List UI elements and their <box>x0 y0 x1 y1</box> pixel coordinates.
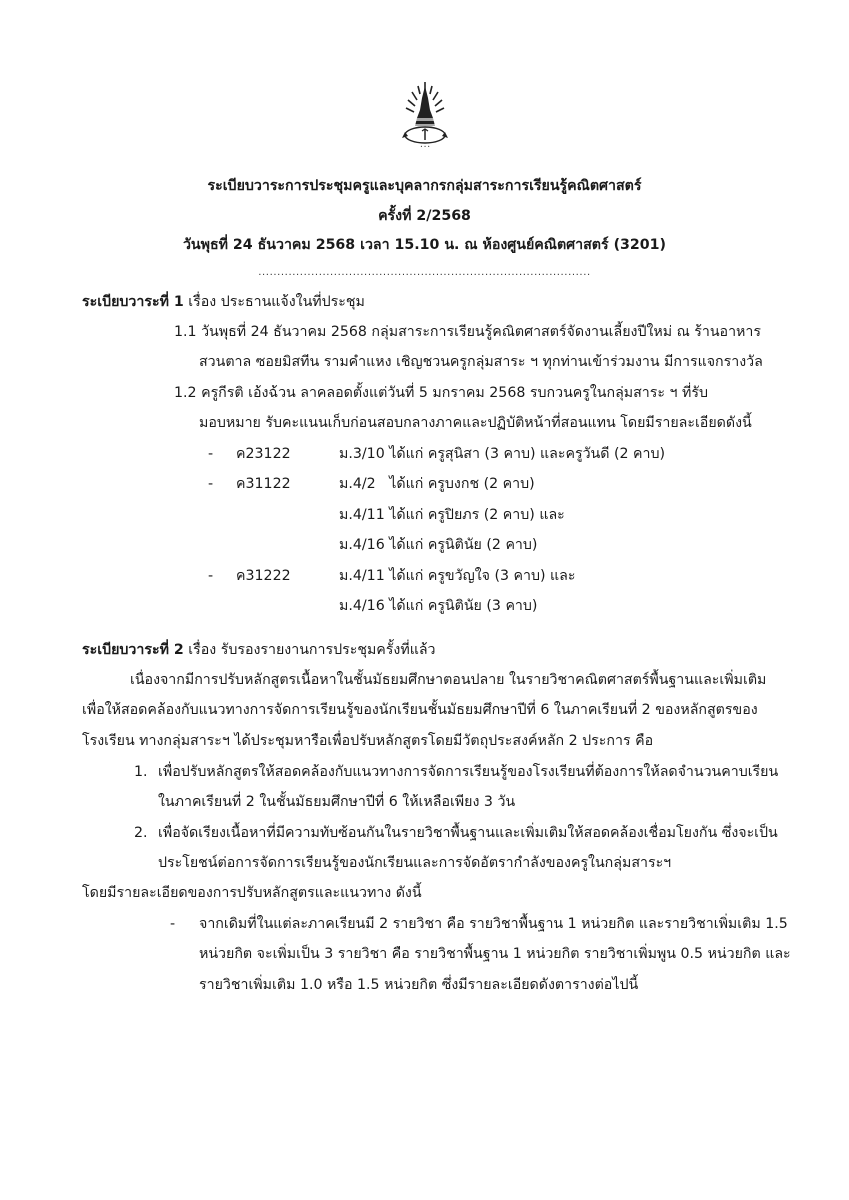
item-1-1-line1: 1.1 วันพุธที่ 24 ธันวาคม 2568 กลุ่มสาระการเรียนรู้คณิตศาสตร์จัดงานเลี้ยงปีใหม่ ณ ร้านอาหาร <box>174 324 761 340</box>
course-code: ค31222 <box>236 568 291 584</box>
agenda2-heading <box>82 640 436 660</box>
assignment-detail: ม.3/10 ได้แก่ ครูสุนิสา (3 คาบ) และครูวันดี (2 คาบ) <box>339 446 666 462</box>
item-1-2-line1: 1.2 ครูกีรติ เอ้งฉ้วน ลาคลอดตั้งแต่วันที่ 5 มกราคม 2568 รบกวนครูในกลุ่มสาระ ฯ ที่รับ <box>174 385 708 401</box>
item-1-2-line2: มอบหมาย รับคะแนนเก็บก่อนสอบกลางภาคและปฏิบัติหน้าที่สอนแทน โดยมีรายละเอียดดังนี้ <box>199 415 752 431</box>
agenda2-para-line2: เพื่อให้สอดคล้องกับแนวทางการจัดการเรียนรู้ของนักเรียนชั้นมัธยมศึกษาปีที่ 6 ในภาคเรียนที่ 2 ของหลักสูตรของ <box>82 702 758 718</box>
objective-2-line1: เพื่อจัดเรียงเนื้อหาที่มีความทับซ้อนกันในรายวิชาพื้นฐานและเพิ่มเติมให้สอดคล้องเชื่อมโยงกัน ซึ่งจะเป็น <box>158 825 778 841</box>
item-1-1-line2: สวนตาล ซอยมิสทีน รามคำแหง เชิญชวนครูกลุ่มสาระ ฯ ทุกท่านเข้าร่วมงาน มีการแจกรางวัล <box>199 354 763 370</box>
assignment-detail: ม.4/11 ได้แก่ ครูปิยภร (2 คาบ) และ <box>339 507 565 523</box>
assignment-detail: ม.4/16 ได้แก่ ครูนิตินัย (3 คาบ) <box>339 598 538 614</box>
objective-2-line2: ประโยชน์ต่อการจัดการเรียนรู้ของนักเรียนและการจัดอัตรากำลังของครูในกลุ่มสาระฯ <box>158 855 672 871</box>
bullet-line3: รายวิชาเพิ่มเติม 1.0 หรือ 1.5 หน่วยกิต ซึ่งมีรายละเอียดดังตารางต่อไปนี้ <box>199 977 639 993</box>
assignment-detail: ม.4/11 ได้แก่ ครูขวัญใจ (3 คาบ) และ <box>339 568 576 584</box>
assignment-detail: ม.4/2 ได้แก่ ครูบงกช (2 คาบ) <box>339 476 535 492</box>
meeting-datetime: วันพุธที่ 24 ธันวาคม 2568 เวลา 15.10 น. ณ ห้องศูนย์คณิตศาสตร์ (3201) <box>182 237 667 253</box>
svg-text:• • •: • • • <box>420 144 430 149</box>
objective-number: 2. <box>134 825 148 841</box>
objective-1-line2: ในภาคเรียนที่ 2 ในชั้นมัธยมศึกษาปีที่ 6 ให้เหลือเพียง 3 วัน <box>158 794 516 810</box>
bullet-line2: หน่วยกิต จะเพิ่มเป็น 3 รายวิชา คือ รายวิชาพื้นฐาน 1 หน่วยกิต รายวิชาเพิ่มพูน 0.5 หน่วยกิต และ <box>199 946 791 962</box>
agenda2-subject: เรื่อง รับรองรายงานการประชุมครั้งที่แล้ว <box>188 642 436 658</box>
session-number: ครั้งที่ 2/2568 <box>378 208 471 224</box>
agenda2-label: ระเบียบวาระที่ 2 <box>82 642 184 658</box>
detail-intro: โดยมีรายละเอียดของการปรับหลักสูตรและแนวทาง ดังนี้ <box>82 885 422 901</box>
assignment-dash: - <box>208 476 214 492</box>
agenda1-heading <box>82 292 365 312</box>
assignment-detail: ม.4/16 ได้แก่ ครูนิตินัย (2 คาบ) <box>339 537 538 553</box>
bullet-dash: - <box>170 916 176 932</box>
separator: ........................................................................................ <box>258 267 591 278</box>
assignment-dash: - <box>208 568 214 584</box>
agenda2-para-line1: เนื่องจากมีการปรับหลักสูตรเนื้อหาในชั้นมัธยมศึกษาตอนปลาย ในรายวิชาคณิตศาสตร์พื้นฐานและเพิ่มเติม <box>130 672 767 688</box>
course-code: ค23122 <box>236 446 291 462</box>
agenda1-subject: เรื่อง ประธานแจ้งในที่ประชุม <box>188 294 365 310</box>
bullet-line1: จากเดิมที่ในแต่ละภาคเรียนมี 2 รายวิชา คือ รายวิชาพื้นฐาน 1 หน่วยกิต และรายวิชาเพิ่มเติม 1.5 <box>199 916 788 932</box>
agenda1-label: ระเบียบวาระที่ 1 <box>82 294 184 310</box>
objective-number: 1. <box>134 764 148 780</box>
assignment-dash: - <box>208 446 214 462</box>
school-emblem-icon <box>400 78 450 150</box>
agenda2-para-line3: โรงเรียน ทางกลุ่มสาระฯ ได้ประชุมหารือเพื่อปรับหลักสูตรโดยมีวัตถุประสงค์หลัก 2 ประการ คือ <box>82 733 654 749</box>
document-title: ระเบียบวาระการประชุมครูและบุคลากรกลุ่มสาระการเรียนรู้คณิตศาสตร์ <box>207 178 642 194</box>
course-code: ค31122 <box>236 476 291 492</box>
objective-1-line1: เพื่อปรับหลักสูตรให้สอดคล้องกับแนวทางการจัดการเรียนรู้ของโรงเรียนที่ต้องการให้ลดจำนวนคาบเรียน <box>158 764 779 780</box>
